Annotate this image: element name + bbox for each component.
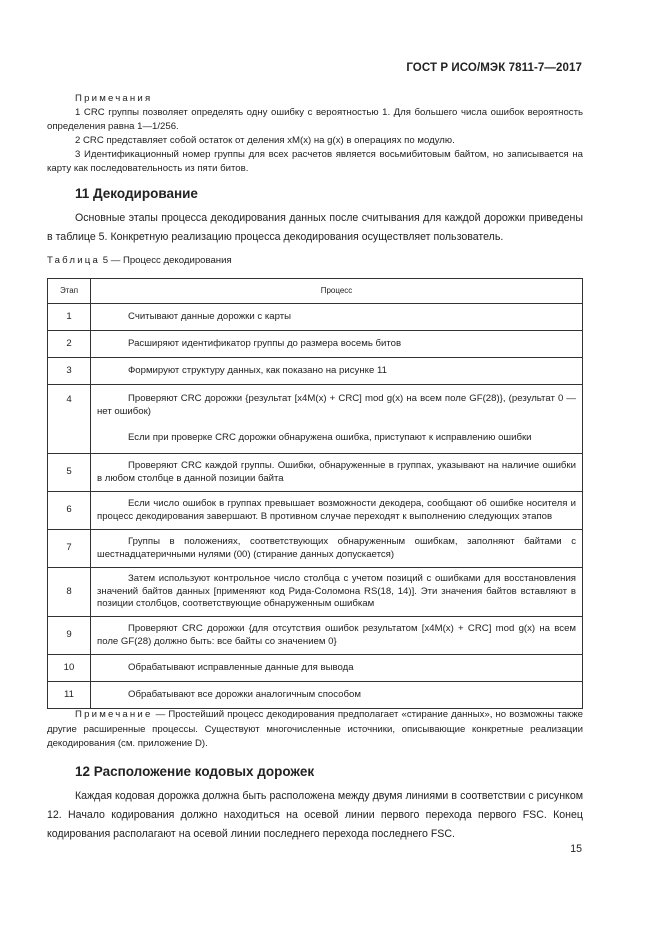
step-text: Обрабатывают исправленные данные для вывода — [91, 655, 583, 682]
step-number: 11 — [48, 682, 91, 709]
table-caption-text: 5 — Процесс декодирования — [102, 255, 232, 266]
table-row — [48, 568, 583, 617]
step-number: 9 — [48, 617, 91, 655]
step-text: Проверяют CRC дорожки {результат [x4M(x) + CRC] mod g(x) на всем поле GF(28)}, (результат 0 — нет ошибок) Если при проверке CRC дорожки обнаружена ошибка, приступают к исправлению ошибки — [91, 385, 583, 454]
table-row — [48, 385, 583, 454]
table-caption-label: Таблица — [47, 255, 101, 266]
section-12-text: Каждая кодовая дорожка должна быть расположена между двумя линиями в соответствии с рисунком 12. Начало кодирования должно находиться на осевой линии первого перехода первого FSC. Конец кодирования располагают на осевой линии последнего перехода последнего FSC. — [47, 790, 583, 840]
step-text: Если число ошибок в группах превышает возможности декодера, сообщают об ошибке носителя и процесс декодирования завершают. В противном случае переходят к выполнению следующих этапов — [91, 492, 583, 530]
table-row — [48, 492, 583, 530]
header-step: Этап — [48, 279, 91, 304]
notes-title: Примечания — [75, 93, 153, 104]
table-note-text: — Простейший процесс декодирования предполагает «стирание данных», но возможны также другие расширенные процессы. Существуют многочисленные источники, описывающие конкретные реализации декодирования (см. приложение D). — [47, 709, 583, 749]
step-text: Группы в положениях, соответствующих обнаруженным ошибкам, заполняют байтами с шестнадцатеричными нулями (00) (стирание данных допускается) — [91, 530, 583, 568]
section-11-intro: Основные этапы процесса декодирования данных после считывания для каждой дорожки приведены в таблице 5. Конкретную реализацию процесса декодирования осуществляет пользователь. — [47, 212, 583, 243]
table-note-label: Примечание — [75, 709, 153, 720]
step-number: 3 — [48, 358, 91, 385]
step-number: 4 — [48, 385, 91, 454]
step-text: Считывают данные дорожки с карты — [91, 304, 583, 331]
table-header-row — [48, 279, 583, 304]
step-text: Затем используют контрольное число столбца с учетом позиций с ошибками для восстановления значений байтов данных [применяют код Рида-Соломона RS(18, 14)]. Эти значения байтов вставляют в позиции столбцов, соответствующие обнаруженным ошибкам — [91, 568, 583, 617]
table-row — [48, 530, 583, 568]
page-number: 15 — [570, 843, 582, 855]
note-item: 3 Идентификационный номер группы для всех расчетов является восьмибитовым байтом, но записывается на карту как последовательность из пяти битов. — [47, 149, 583, 174]
step-number: 1 — [48, 304, 91, 331]
section-11-heading: 11 Декодирование — [75, 186, 198, 201]
step-number: 7 — [48, 530, 91, 568]
step-number: 10 — [48, 655, 91, 682]
table-row — [48, 682, 583, 709]
notes-block — [47, 92, 583, 176]
step-number: 8 — [48, 568, 91, 617]
standard-header: ГОСТ Р ИСО/МЭК 7811-7—2017 — [406, 62, 582, 74]
table-row — [48, 454, 583, 492]
header-process: Процесс — [91, 279, 583, 304]
note-item: 1 CRC группы позволяет определять одну ошибку с вероятностью 1. Для большего числа ошибок вероятность определения равна 1—1/256. — [47, 107, 583, 132]
table-row — [48, 655, 583, 682]
step-text: Расширяют идентификатор группы до размера восемь битов — [91, 331, 583, 358]
step-number: 2 — [48, 331, 91, 358]
section-12-heading: 12 Расположение кодовых дорожек — [75, 764, 315, 779]
table-note — [47, 708, 583, 752]
table-row — [48, 304, 583, 331]
table-row — [48, 358, 583, 385]
decoding-process-table — [47, 278, 583, 709]
step-text: Формируют структуру данных, как показано на рисунке 11 — [91, 358, 583, 385]
table-caption — [47, 255, 232, 266]
step-text: Проверяют CRC каждой группы. Ошибки, обнаруженные в группах, указывают на наличие ошибки в любом столбце в данной позиции байта — [91, 454, 583, 492]
note-item: 2 CRC представляет собой остаток от деления xM(x) на g(x) в операциях по модулю. — [75, 135, 455, 146]
step-text: Проверяют CRC дорожки {для отсутствия ошибок результатом [x4M(x) + CRC] mod g(x) на всем поле GF(28) должно быть: все байты со значением 0} — [91, 617, 583, 655]
table-row — [48, 617, 583, 655]
step-number: 5 — [48, 454, 91, 492]
step-number: 6 — [48, 492, 91, 530]
step-text: Обрабатывают все дорожки аналогичным способом — [91, 682, 583, 709]
table-row — [48, 331, 583, 358]
